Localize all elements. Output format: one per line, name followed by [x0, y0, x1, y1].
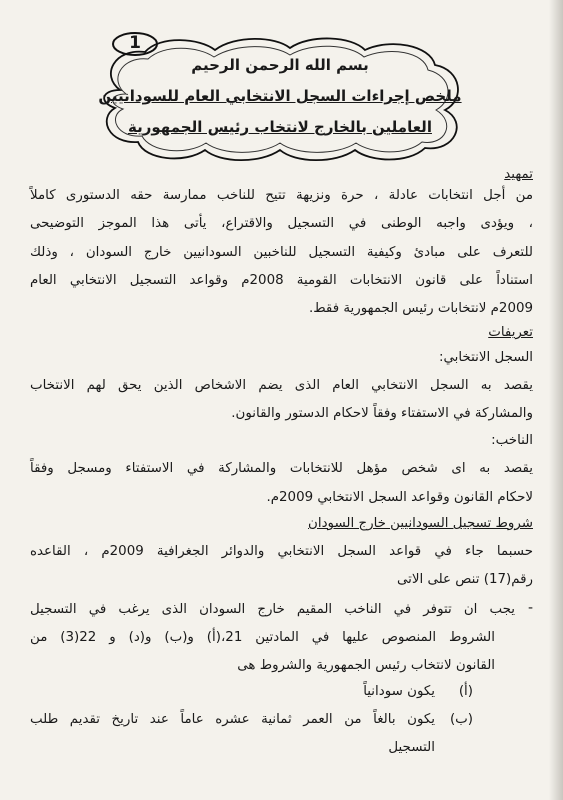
document-title [90, 50, 470, 143]
item-text: يكون بالغاً من العمر ثمانية عشره عاماً عند تاريخ تقديم طلب [30, 712, 435, 727]
basmala: بسم الله الرحمن الرحيم [191, 56, 369, 74]
intro-line: استناداً على قانون الانتخابات القومية 2008م وقواعد التسجيل الانتخابي العام [30, 273, 533, 288]
intro-line: ، ويؤدى واجبه الوطنى في التسجيل والاقتراع، يأتى هذا الموجز التوضيحى [30, 216, 533, 231]
intro-heading: تمهيد [504, 167, 533, 182]
item-mark: (ب) [449, 712, 473, 727]
item-text-continuation: التسجيل [388, 740, 435, 755]
definitions-heading: تعريفات [488, 325, 533, 340]
register-definition-line: يقصد به السجل الانتخابي العام الذى يضم الاشخاص الذين يحق لهم الانتخاب [30, 378, 533, 393]
register-term: السجل الانتخابي: [438, 350, 533, 365]
intro-line: 2009م لانتخابات رئيس الجمهورية فقط. [308, 301, 533, 316]
register-definition-line: والمشاركة في الاستفتاء وفقاً لاحكام الدستور والقانون. [231, 406, 533, 421]
intro-line: للتعرف على مبادئ وكيفية التسجيل للناخبين السودانيين خارج السودان ، وذلك [30, 245, 533, 260]
intro-line: من أجل انتخابات عادلة ، حرة ونزيهة تتيح للناخب ممارسة حقه الدستورى كاملاً [30, 188, 533, 203]
bullet-line: الشروط المنصوص عليها في المادتين 21،(أ) و(ب) و(د) و 22(3) من [30, 630, 495, 645]
conditions-heading: شروط تسجيل السودانيين خارج السودان [308, 516, 533, 531]
item-text: يكون سودانياً [363, 684, 435, 699]
voter-definition-line: لاحكام القانون وقواعد السجل الانتخابي 2009م. [266, 490, 533, 505]
page-number: 1 [129, 33, 141, 53]
item-mark: (أ) [458, 684, 473, 699]
bullet-line: القانون لانتخاب رئيس الجمهورية والشروط هى [237, 658, 495, 673]
title-cloud [90, 30, 470, 165]
title-line-2: العاملين بالخارج لانتخاب رئيس الجمهورية [128, 118, 432, 136]
voter-term: الناخب: [491, 433, 533, 448]
title-line-1: ملخص إجراءات السجل الانتخابي العام للسودانيين [98, 87, 462, 105]
conditions-line: حسبما جاء في قواعد السجل الانتخابي والدوائر الجغرافية 2009م ، القاعده [30, 544, 533, 559]
voter-definition-line: يقصد به اى شخص مؤهل للانتخابات والمشاركة في الاستفتاء ومسجل وفقاً [30, 461, 533, 476]
bullet-line: يجب ان تتوفر في الناخب المقيم خارج السودان الذى يرغب في التسجيل [30, 602, 515, 617]
conditions-line: رقم(17) تنص على الاتى [396, 572, 533, 587]
scan-shadow [549, 0, 563, 800]
bullet-dash: - [527, 600, 533, 616]
